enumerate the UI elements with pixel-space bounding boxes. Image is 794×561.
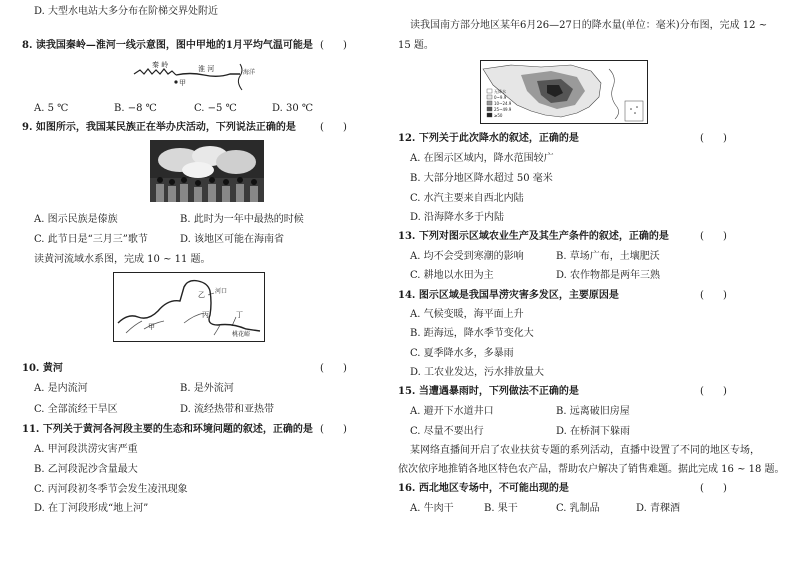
label-huaihe: 淮 河 [198,65,215,73]
q13-option-a[interactable]: A. 均不会受到寒潮的影响 [410,251,524,262]
q12-option-a[interactable]: A. 在图示区域内，降水范围较广 [410,153,554,164]
q9-answer-paren[interactable]: ( ) [320,122,347,133]
q9-option-b[interactable]: B. 此时为一年中最热的时候 [180,214,304,225]
q16-option-b[interactable]: B. 果干 [484,503,518,514]
tributary-3 [214,325,220,335]
q13-option-d[interactable]: D. 农作物都是两年三熟 [556,270,661,281]
q12-option-d[interactable]: D. 沿海降水多于内陆 [410,212,505,223]
tributary-2 [184,313,204,323]
q11-option-a[interactable]: A. 甲河段洪涝灾害严重 [34,444,138,455]
q10-option-c[interactable]: C. 全部流经干旱区 [34,404,118,415]
label-bing: 丙 [202,311,209,319]
q16-option-d[interactable]: D. 青稞酒 [636,503,681,514]
q8-option-a[interactable]: A. 5 ℃ [34,103,69,114]
label-sea: 海洋 [243,69,256,76]
intro-16-18-line1: 某网络直播间开启了农业扶贫专题的系列活动，直播中设置了不同的地区专场， [410,445,760,456]
q9-option-d[interactable]: D. 该地区可能在海南省 [180,234,285,245]
q16-answer-paren[interactable]: ( ) [700,483,727,494]
qinling-huaihe-map [130,60,260,98]
q16-option-c[interactable]: C. 乳制品 [556,503,600,514]
q15-stem: 15. 当遭遇暴雨时，下列做法不正确的是 [398,386,579,397]
q11-answer-paren[interactable]: ( ) [320,424,347,435]
legend-label-none: 无降水 [494,89,506,94]
q14-stem: 14. 图示区域是我国旱涝灾害多发区，主要原因是 [398,290,619,301]
q8-option-b[interactable]: B. −8 ℃ [114,103,157,114]
q12-option-c[interactable]: C. 水汽主要来自西北内陆 [410,193,524,204]
legend-label-2: 10~24.9 [494,101,512,106]
q8-stem: 8. 读我国秦岭—淮河一线示意图，图中甲地的1月平均气温可能是 [22,40,313,51]
q10-option-d[interactable]: D. 流经热带和亚热带 [180,404,275,415]
legend-label-4: ≥50 [494,113,503,118]
q9-option-c[interactable]: C. 此节日是“三月三”歌节 [34,234,148,245]
tributary-4 [126,321,142,333]
q16-stem: 16. 西北地区专场中，不可能出现的是 [398,483,569,494]
q10-option-a[interactable]: A. 是内流河 [34,383,88,394]
q14-option-d[interactable]: D. 工农业发达，污水排放量大 [410,367,545,378]
label-jia: 甲 [148,323,155,331]
inset-box [625,101,643,121]
intro-12-15-line2: 15 题。 [398,40,434,51]
q11-option-d[interactable]: D. 在丁河段形成“地上河” [34,503,149,514]
label-jia: 甲 [179,79,186,87]
intro-16-18-line2: 依次依序地推销各地区特色农产品，帮助农户解决了销售难题。据此完成 16 ~ 18 题。 [398,464,785,475]
q13-stem: 13. 下列对图示区域农业生产及其生产条件的叙述，正确的是 [398,231,669,242]
legend-label-3: 25~49.9 [494,107,512,112]
intro-12-15-line1: 读我国南方部分地区某年6月26—27日的降水量(单位：毫米)分布图，完成 12 ~ [410,20,768,31]
q12-answer-paren[interactable]: ( ) [700,133,727,144]
label-hekou: 河口 [215,288,228,295]
yellow-river-map [114,273,264,341]
q10-option-b[interactable]: B. 是外流河 [180,383,234,394]
q14-option-c[interactable]: C. 夏季降水多，多暴雨 [410,348,514,359]
q16-option-a[interactable]: A. 牛肉干 [410,503,454,514]
q15-option-c[interactable]: C. 尽量不要出行 [410,426,484,437]
q14-option-a[interactable]: A. 气候变暖，海平面上升 [410,309,524,320]
point-jia [174,80,177,83]
huaihe-river [176,74,240,77]
yellow-river-main [118,281,260,331]
label-taohuayu: 桃花峪 [232,331,251,338]
q8-answer-paren[interactable]: ( ) [320,40,347,51]
q15-option-b[interactable]: B. 远离破旧房屋 [556,406,630,417]
q15-answer-paren[interactable]: ( ) [700,386,727,397]
q14-answer-paren[interactable]: ( ) [700,290,727,301]
label-ding: 丁 [236,311,243,319]
rainfall-map [481,61,647,123]
mountain-range [134,69,176,75]
q11-option-b[interactable]: B. 乙河段泥沙含量最大 [34,464,138,475]
q10-answer-paren[interactable]: ( ) [320,363,347,374]
q8-option-d[interactable]: D. 30 ℃ [272,103,314,114]
q9-stem: 9. 如图所示，我国某民族正在举办庆活动，下列说法正确的是 [22,122,296,133]
q13-option-c[interactable]: C. 耕地以水田为主 [410,270,494,281]
q8-option-c[interactable]: C. −5 ℃ [194,103,237,114]
q13-option-b[interactable]: B. 草场广布，土壤肥沃 [556,251,660,262]
q7-option-d: D. 大型水电站大多分布在阶梯交界处附近 [34,6,219,17]
q11-stem: 11. 下列关于黄河各河段主要的生态和环境问题的叙述，正确的是 [22,424,313,435]
q10-stem: 10. 黄河 [22,363,63,374]
q12-option-b[interactable]: B. 大部分地区降水超过 50 毫米 [410,173,553,184]
label-yi: 乙 [198,291,205,299]
coast-line [238,64,242,90]
q15-option-a[interactable]: A. 避开下水道井口 [410,406,494,417]
q14-option-b[interactable]: B. 距海远，降水季节变化大 [410,328,534,339]
legend-label-1: 0~9.9 [494,95,507,100]
q13-answer-paren[interactable]: ( ) [700,231,727,242]
q9-option-a[interactable]: A. 图示民族是傣族 [34,214,118,225]
festival-photo [150,140,264,202]
q11-option-c[interactable]: C. 丙河段初冬季节会发生凌汛现象 [34,484,188,495]
q15-option-d[interactable]: D. 在桥洞下躲雨 [556,426,631,437]
q12-stem: 12. 下列关于此次降水的叙述，正确的是 [398,133,579,144]
intro-10-11: 读黄河流域水系图，完成 10 ~ 11 题。 [34,254,211,265]
label-qinling: 秦 岭 [152,61,169,69]
